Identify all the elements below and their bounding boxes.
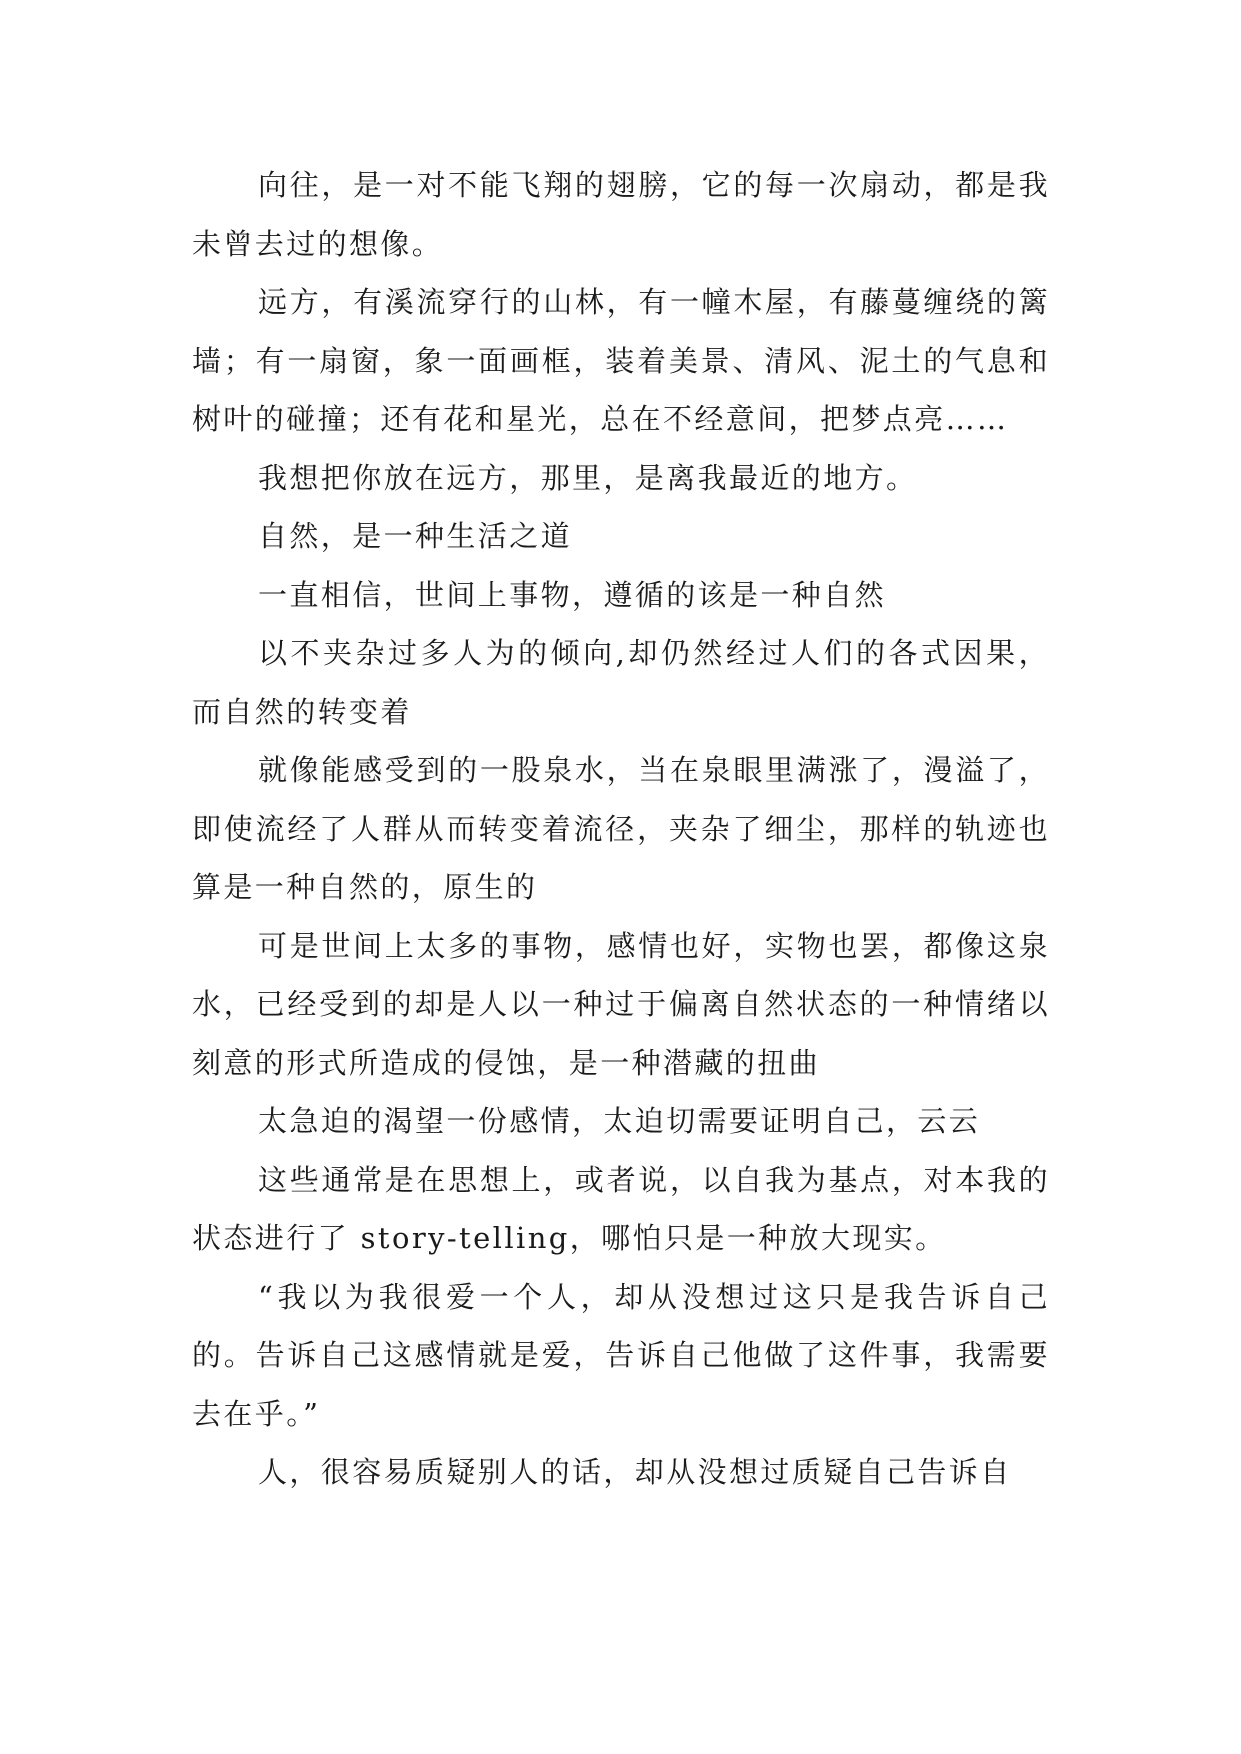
paragraph-8: 可是世间上太多的事物，感情也好，实物也罢，都像这泉水，已经受到的却是人以一种过于偏离自然状态的一种情绪以刻意的形式所造成的侵蚀，是一种潜藏的扭曲 bbox=[192, 928, 1050, 1080]
paragraph-10: 这些通常是在思想上，或者说，以自我为基点，对本我的状态进行了 story-telling，哪怕只是一种放大现实。 bbox=[192, 1162, 1050, 1255]
paragraph-9: 太急迫的渴望一份感情，太迫切需要证明自己，云云 bbox=[258, 1104, 981, 1138]
paragraph-12: 人，很容易质疑别人的话，却从没想过质疑自己告诉自 bbox=[258, 1455, 1012, 1489]
paragraph-4: 自然，是一种生活之道 bbox=[258, 519, 573, 553]
paragraph-1: 向往，是一对不能飞翔的翅膀，它的每一次扇动，都是我未曾去过的想像。 bbox=[192, 168, 1050, 261]
paragraph-3: 我想把你放在远方，那里，是离我最近的地方。 bbox=[258, 460, 918, 495]
document-body bbox=[192, 156, 1050, 1502]
paragraph-2: 远方，有溪流穿行的山林，有一幢木屋，有藤蔓缠绕的篱墙；有一扇窗，象一面画框，装着美景、清风、泥土的气息和树叶的碰撞；还有花和星光，总在不经意间，把梦点亮…… bbox=[192, 285, 1050, 436]
paragraph-6: 以不夹杂过多人为的倾向,却仍然经过人们的各式因果，而自然的转变着 bbox=[192, 636, 1050, 729]
paragraph-11: “我以为我很爱一个人，却从没想过这只是我告诉自己的。告诉自己这感情就是爱，告诉自己他做了这件事，我需要去在乎。” bbox=[192, 1279, 1050, 1431]
paragraph-7: 就像能感受到的一股泉水，当在泉眼里满涨了，漫溢了，即使流经了人群从而转变着流径，夹杂了细尘，那样的轨迹也算是一种自然的，原生的 bbox=[192, 753, 1050, 904]
paragraph-5: 一直相信，世间上事物，遵循的该是一种自然 bbox=[258, 577, 887, 612]
